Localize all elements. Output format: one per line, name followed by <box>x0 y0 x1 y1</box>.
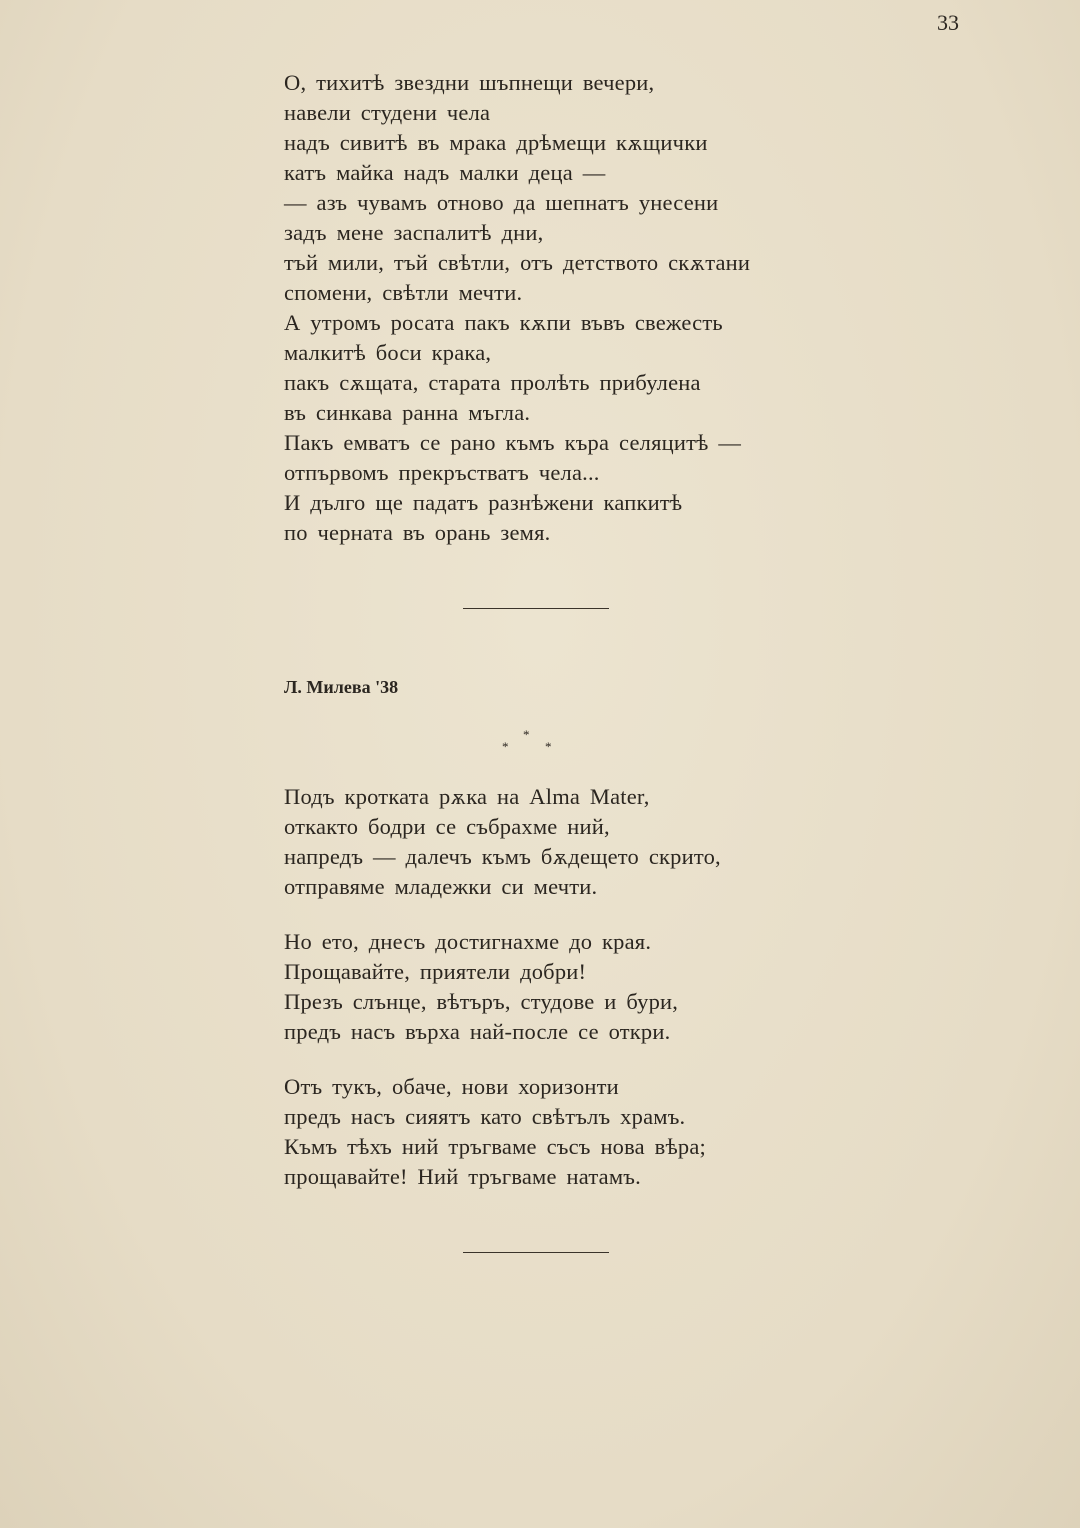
verse-line: отправяме младежки си мечти. <box>284 874 598 899</box>
verse-line: Но ето, днесъ достигнахме до края. <box>284 929 652 954</box>
verse-line: тъй мили, тъй свѣтли, отъ детството скѫтани <box>284 250 751 275</box>
verse-line: откакто бодри се събрахме ний, <box>284 814 610 839</box>
asterisk: * <box>523 727 530 742</box>
verse-line: А утромъ росата пакъ кѫпи въвъ свежесть <box>284 310 723 335</box>
verse-line: Прощавайте, приятели добри! <box>284 959 587 984</box>
verse-line: О, тихитѣ звездни шъпнещи вечери, <box>284 70 655 95</box>
asterisk: * <box>545 739 552 754</box>
verse-line: спомени, свѣтли мечти. <box>284 280 523 305</box>
verse-line: пакъ сѫщата, старата пролѣть прибулена <box>284 370 701 395</box>
verse-line: малкитѣ боси крака, <box>284 340 492 365</box>
verse-line: предъ насъ върха най-после се откри. <box>284 1019 671 1044</box>
end-divider <box>463 1252 609 1253</box>
poem-2-stanza-2 <box>284 927 678 1047</box>
verse-line: — азъ чувамъ отново да шепнатъ унесени <box>284 190 719 215</box>
poem-2-stanza-3 <box>284 1072 706 1192</box>
verse-line: Презъ слънце, вѣтъръ, студове и бури, <box>284 989 679 1014</box>
verse-line: И дълго ще падатъ разнѣжени капкитѣ <box>284 490 683 515</box>
asterisk: * <box>502 739 509 754</box>
page-number: 33 <box>937 10 959 35</box>
verse-line: Подъ кротката рѫка на Alma Mater, <box>284 784 650 809</box>
asterism-separator <box>496 727 560 757</box>
poem-2-stanza-1 <box>284 782 721 902</box>
verse-line: навели студени чела <box>284 100 491 125</box>
section-divider <box>463 608 609 609</box>
verse-line: прощавайте! Ний тръгваме натамъ. <box>284 1164 641 1189</box>
author-signature: Л. Милева '38 <box>284 677 399 697</box>
verse-line: Къмъ тѣхъ ний тръгваме съсъ нова вѣра; <box>284 1134 706 1159</box>
verse-line: предъ насъ сияятъ като свѣтълъ храмъ. <box>284 1104 686 1129</box>
verse-line: въ синкава ранна мъгла. <box>284 400 531 425</box>
verse-line: напредъ — далечъ къмъ бѫдещето скрито, <box>284 844 721 869</box>
verse-line: задъ мене заспалитѣ дни, <box>284 220 544 245</box>
verse-line: Отъ тукъ, обаче, нови хоризонти <box>284 1074 619 1099</box>
verse-line: Пакъ емватъ се рано къмъ кърa селяцитѣ — <box>284 430 742 455</box>
verse-line: отпървомъ прекръстватъ чела... <box>284 460 600 485</box>
verse-line: надъ сивитѣ въ мрака дрѣмещи кѫщички <box>284 130 708 155</box>
poem-1 <box>284 68 750 548</box>
verse-line: по черната въ орань земя. <box>284 520 551 545</box>
verse-line: катъ майка надъ малки деца — <box>284 160 606 185</box>
